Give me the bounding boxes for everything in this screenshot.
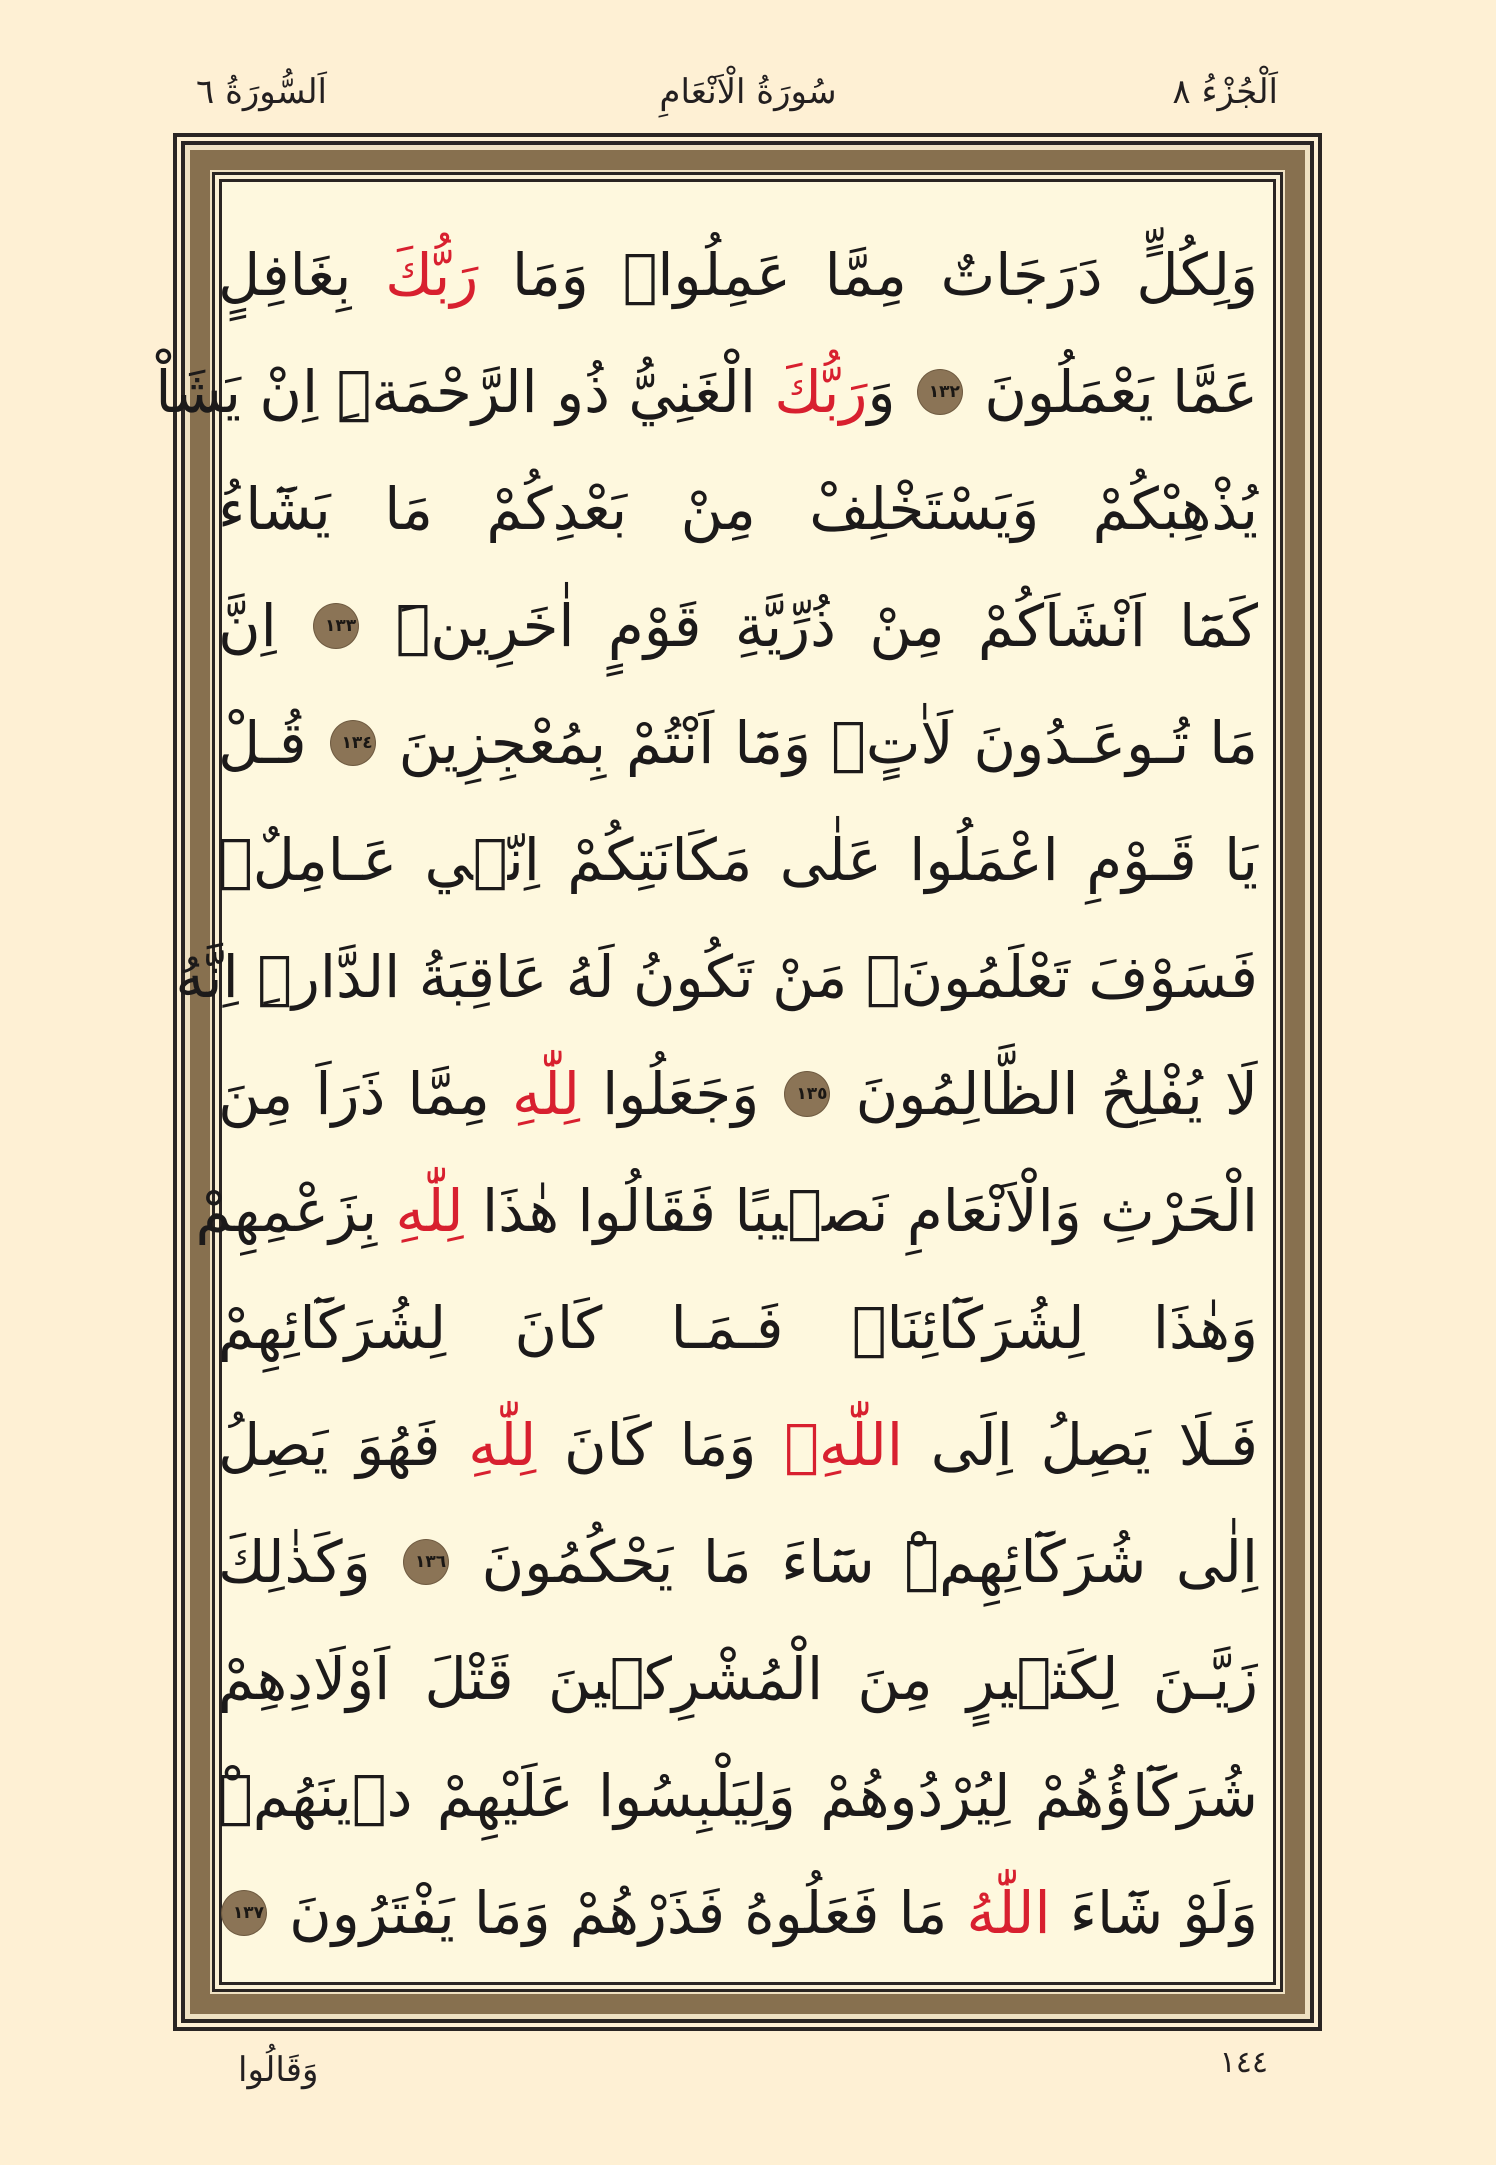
verse-text: عَمَّا يَعْمَلُونَ <box>965 358 1258 426</box>
verse-number-medallion: ١٣٥ <box>787 1074 827 1114</box>
text-line <box>218 1624 1258 1734</box>
surah-title: سُورَةُ الْاَنْعَامِ <box>659 72 837 112</box>
verse-text: شُرَكَٓاؤُهُمْ لِيُرْدُوهُمْ وَلِيَلْبِسُوا عَلَيْهِمْ د۪ينَهُمْۜ <box>218 1762 1258 1830</box>
text-line <box>218 1273 1258 1383</box>
surah-number-label: اَلسُّورَةُ ٦ <box>196 72 328 112</box>
verse-text: الْحَرْثِ وَالْاَنْعَامِ نَص۪يبًا فَقَالُوا هٰذَا <box>463 1177 1258 1245</box>
juz-label: اَلْجُزْءُ ٨ <box>1172 72 1278 112</box>
verse-text: اِلٰى شُرَكَٓائِهِمْۜ سَٓاءَ مَا يَحْكُمُونَ <box>452 1528 1258 1596</box>
text-line <box>195 1156 1258 1266</box>
quran-text-block <box>155 190 1259 1990</box>
verse-text: وَجَعَلُوا <box>579 1060 782 1128</box>
verse-text: مَا فَعَلُوهُ فَذَرْهُمْ وَمَا يَفْتَرُونَ <box>270 1879 967 1947</box>
verse-text: وَهٰذَا لِشُرَكَٓائِنَاۚ فَـمَـا كَانَ لِشُرَكَٓائِهِمْ <box>218 1294 1258 1362</box>
divine-name-text: رَبُّكَ <box>774 358 868 426</box>
verse-text: فَـلَا يَصِلُ اِلَى <box>902 1411 1258 1479</box>
text-line <box>218 571 1258 681</box>
divine-name-text: لِلّٰهِ <box>512 1060 580 1128</box>
text-line <box>218 1858 1258 1968</box>
page-number: ١٤٤ <box>1219 2045 1268 2080</box>
text-line <box>218 220 1258 330</box>
verse-text: يُذْهِبْكُمْ وَيَسْتَخْلِفْ مِنْ بَعْدِكُمْ مَا يَشَٓاءُ <box>218 475 1258 543</box>
verse-text: زَيَّـنَ لِكَث۪يرٍ مِنَ الْمُشْرِك۪ينَ قَتْلَ اَوْلَادِهِمْ <box>218 1645 1258 1713</box>
divine-name-text: اللّٰهِۚ <box>784 1411 903 1479</box>
text-line <box>175 922 1258 1032</box>
text-line <box>218 805 1258 915</box>
text-line <box>218 454 1258 564</box>
verse-text: مِمَّا ذَرَاَ مِنَ <box>218 1060 512 1128</box>
verse-text: وَلَوْ شَٓاءَ <box>1050 1879 1258 1947</box>
verse-text: يَا قَـوْمِ اعْمَلُوا عَلٰى مَكَانَتِكُمْ اِنّ۪ي عَـامِلٌۚ <box>218 826 1258 894</box>
text-line <box>218 1390 1258 1500</box>
verse-text: فَسَوْفَ تَعْلَمُونَۙ مَنْ تَكُونُ لَهُ عَاقِبَةُ الدَّارِۜ اِنَّهُ <box>175 943 1258 1011</box>
divine-name-text: لِلّٰهِ <box>395 1177 464 1245</box>
verse-text: لَا يُفْلِحُ الظَّالِمُونَ <box>833 1060 1259 1128</box>
verse-text: وَمَا كَانَ <box>536 1411 785 1479</box>
text-line <box>218 1741 1258 1851</box>
verse-number-medallion: ١٣٢ <box>920 372 960 412</box>
verse-text: مَا تُـوعَـدُونَ لَاٰتٍۙ وَمَٓا اَنْتُمْ بِمُعْجِزِينَ <box>378 709 1258 777</box>
text-line <box>218 688 1258 798</box>
verse-text: قُـلْ <box>218 709 327 777</box>
text-line <box>218 1507 1258 1617</box>
verse-number-medallion: ١٣٤ <box>333 723 373 763</box>
verse-text: كَمَٓا اَنْشَاَكُمْ مِنْ ذُرِّيَّةِ قَوْمٍ اٰخَرِينَۜ <box>362 592 1258 660</box>
verse-number-medallion: ١٣٣ <box>316 606 356 646</box>
verse-number-medallion: ١٣٦ <box>406 1542 446 1582</box>
divine-name-text: رَبُّكَ <box>385 241 479 309</box>
text-line <box>218 1039 1258 1149</box>
verse-text: الْغَنِيُّ ذُو الرَّحْمَةِۜ اِنْ يَشَاْ <box>155 358 775 426</box>
text-line <box>155 337 1258 447</box>
verse-text: وَكَذٰلِكَ <box>218 1528 401 1596</box>
verse-text: اِنَّ <box>218 592 311 660</box>
catchword: وَقَالُوا <box>238 2050 319 2090</box>
divine-name-text: لِلّٰهِ <box>468 1411 537 1479</box>
verse-text: وَ <box>867 358 914 426</box>
verse-text: بِزَعْمِهِمْ <box>195 1177 396 1245</box>
verse-number-medallion: ١٣٧ <box>224 1893 264 1933</box>
verse-text: وَلِكُلٍّ دَرَجَاتٌ مِمَّا عَمِلُواۜ وَمَا <box>478 241 1258 309</box>
verse-text: بِغَافِلٍ <box>218 241 386 309</box>
divine-name-text: اللّٰهُ <box>966 1879 1051 1947</box>
verse-text: فَهُوَ يَصِلُ <box>218 1411 469 1479</box>
